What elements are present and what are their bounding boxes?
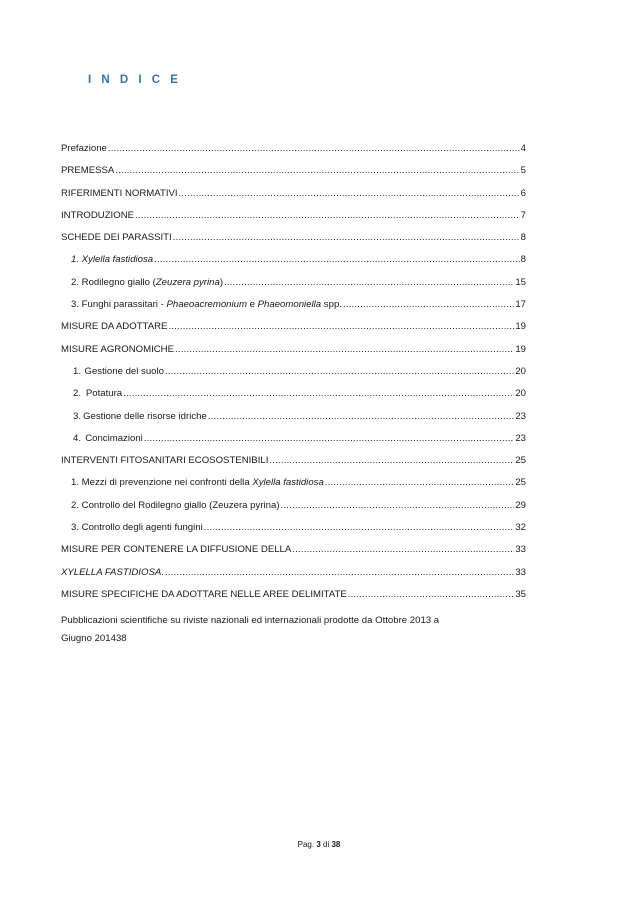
toc-entry-title: INTRODUZIONE <box>61 209 135 221</box>
toc-entry-concimazioni[interactable] <box>61 433 526 455</box>
toc-entry-title: Gestione delle risorse idriche <box>83 410 207 422</box>
toc-entry-number: 3. <box>73 410 82 422</box>
dot-leader <box>343 299 514 311</box>
toc-entry-xylella-fastidiosa-caps[interactable] <box>61 567 526 589</box>
toc-entry-title-text: spp. <box>321 299 342 311</box>
toc-entry-gestione-risorse-idriche[interactable] <box>61 411 526 433</box>
toc-entry-title-line2-row <box>61 630 526 648</box>
toc-entry-title <box>71 299 342 311</box>
toc-entry-page: 23 <box>515 432 526 444</box>
toc-entry-title: MISURE AGRONOMICHE <box>61 343 175 355</box>
toc-entry-title: RIFERIMENTI NORMATIVI <box>61 187 178 199</box>
footer-prefix: Pag. <box>297 840 317 849</box>
toc-entry-title <box>71 254 153 266</box>
dot-leader <box>292 544 514 556</box>
dot-leader <box>348 589 515 601</box>
toc-entry-page: 20 <box>515 388 526 400</box>
toc-entry-page: 32 <box>515 522 526 534</box>
toc-entry-prefazione[interactable] <box>61 143 526 165</box>
toc-entry-title-italic: Phaeomoniella <box>257 299 322 311</box>
toc-entry-misure-per-contenere[interactable] <box>61 544 526 566</box>
toc-entry-title: SCHEDE DEI PARASSITI <box>61 232 172 244</box>
toc-entry-misure-agronomiche[interactable] <box>61 344 526 366</box>
footer-total-pages: 38 <box>331 840 341 849</box>
toc-entry-mezzi-di-prevenzione[interactable] <box>61 477 526 499</box>
toc-entry-premessa[interactable] <box>61 165 526 187</box>
toc-entry-page: 4 <box>520 143 526 154</box>
toc-entry-title <box>61 567 164 579</box>
dot-leader <box>208 411 515 423</box>
footer-middle: di <box>320 840 332 849</box>
toc-entry-title-italic: Zeuzera pyrina <box>155 276 220 288</box>
toc-entry-title-text: . <box>161 566 164 578</box>
toc-entry-misure-specifiche[interactable] <box>61 589 526 611</box>
dot-leader <box>123 388 514 400</box>
toc-entry-introduzione[interactable] <box>61 210 526 232</box>
dot-leader <box>281 500 515 512</box>
toc-entry-page: 6 <box>520 187 526 199</box>
toc-entry-title: MISURE PER CONTENERE LA DIFFUSIONE DELLA <box>61 544 292 556</box>
toc-entry-title <box>71 277 223 289</box>
dot-leader <box>154 254 520 266</box>
toc-entry-title-line1: Pubblicazioni scientifiche su riviste nazionali ed internazionali prodotte da Ottobre 2013 a <box>61 615 440 627</box>
toc-entry-riferimenti-normativi[interactable] <box>61 188 526 210</box>
toc-entry-title-text: 3. Funghi parassitari - <box>71 299 167 311</box>
toc-entry-title: Potatura <box>85 388 123 400</box>
dot-leader <box>115 165 519 177</box>
toc-entry-page: 38 <box>115 633 127 645</box>
toc-entry-title-italic: Xylella fastidiosa <box>81 254 154 266</box>
toc-entry-page: 19 <box>515 321 526 333</box>
table-of-contents <box>61 143 526 648</box>
dot-leader <box>224 277 514 289</box>
toc-entry-rodilegno-giallo[interactable] <box>61 277 526 299</box>
toc-entry-title-text: e <box>246 299 258 311</box>
toc-entry-page: 19 <box>515 343 526 355</box>
dot-leader <box>144 433 515 445</box>
toc-entry-page: 20 <box>515 365 526 377</box>
toc-heading: I N D I C E <box>88 74 182 86</box>
dot-leader <box>165 567 514 579</box>
toc-entry-misure-da-adottare[interactable] <box>61 321 526 343</box>
toc-entry-title-italic: Xylella fastidiosa <box>252 477 324 489</box>
dot-leader <box>135 210 520 222</box>
toc-entry-page: 8 <box>520 232 526 244</box>
footer-current-page: 3 <box>316 840 321 849</box>
toc-entry-title: 2. Controllo del Rodilegno giallo (Zeuzera pyrina) <box>71 499 280 511</box>
toc-entry-title-text: 1. Mezzi di prevenzione nei confronti della <box>71 477 253 489</box>
toc-entry-page: 25 <box>515 455 526 467</box>
toc-entry-title-italic: Phaeoacremonium <box>166 299 247 311</box>
toc-entry-pubblicazioni-scientifiche[interactable] <box>61 612 526 648</box>
toc-entry-title: MISURE SPECIFICHE DA ADOTTARE NELLE AREE DELIMITATE <box>61 588 347 600</box>
toc-entry-page: 17 <box>515 299 526 311</box>
toc-entry-controllo-agenti-fungini[interactable] <box>61 522 526 544</box>
toc-entry-page: 33 <box>515 566 526 578</box>
toc-entry-title: Gestione del suolo <box>84 365 164 377</box>
dot-leader <box>173 232 520 244</box>
toc-entry-title: 3. Controllo degli agenti fungini <box>71 522 203 534</box>
dot-leader <box>269 455 514 467</box>
dot-leader <box>204 522 515 534</box>
toc-entry-title: Prefazione <box>61 143 107 154</box>
dot-leader <box>325 477 515 489</box>
dot-leader <box>108 143 520 155</box>
toc-entry-page: 15 <box>515 276 526 288</box>
toc-entry-page: 7 <box>520 209 526 221</box>
toc-entry-title-italic: 1. <box>71 254 82 266</box>
toc-entry-number: 1. <box>73 365 82 377</box>
toc-entry-interventi-fitosanitari[interactable] <box>61 455 526 477</box>
toc-entry-title: MISURE DA ADOTTARE <box>61 321 168 333</box>
toc-entry-xylella-fastidiosa[interactable] <box>61 254 526 276</box>
toc-entry-controllo-rodilegno[interactable] <box>61 500 526 522</box>
toc-entry-page: 8 <box>520 254 526 266</box>
toc-entry-title-text: ) <box>219 276 224 288</box>
toc-entry-title: INTERVENTI FITOSANITARI ECOSOSTENIBILI <box>61 455 269 467</box>
toc-entry-title-text: 2. Rodilegno giallo ( <box>71 276 156 288</box>
dot-leader <box>175 344 514 356</box>
dot-leader <box>168 321 514 333</box>
toc-entry-title: Concimazioni <box>85 432 143 444</box>
toc-entry-page: 29 <box>515 499 526 511</box>
toc-entry-number: 4. <box>73 432 82 444</box>
page-footer <box>0 840 638 849</box>
dot-leader <box>179 188 520 200</box>
toc-entry-page: 35 <box>515 588 526 600</box>
toc-entry-title: PREMESSA <box>61 165 115 177</box>
toc-entry-number: 2. <box>73 388 82 400</box>
dot-leader <box>165 366 514 378</box>
toc-entry-page: 23 <box>515 410 526 422</box>
toc-entry-gestione-del-suolo[interactable] <box>61 366 526 388</box>
toc-entry-title-line2: Giugno 2014 <box>61 633 116 645</box>
toc-entry-title <box>71 477 324 489</box>
toc-entry-title-italic: XYLELLA FASTIDIOSA <box>61 566 162 578</box>
toc-entry-page: 5 <box>520 165 526 177</box>
toc-entry-page: 25 <box>515 477 526 489</box>
toc-entry-funghi-parassitari[interactable] <box>61 299 526 321</box>
toc-entry-page: 33 <box>515 544 526 556</box>
toc-entry-schede-dei-parassiti[interactable] <box>61 232 526 254</box>
toc-entry-potatura[interactable] <box>61 388 526 410</box>
